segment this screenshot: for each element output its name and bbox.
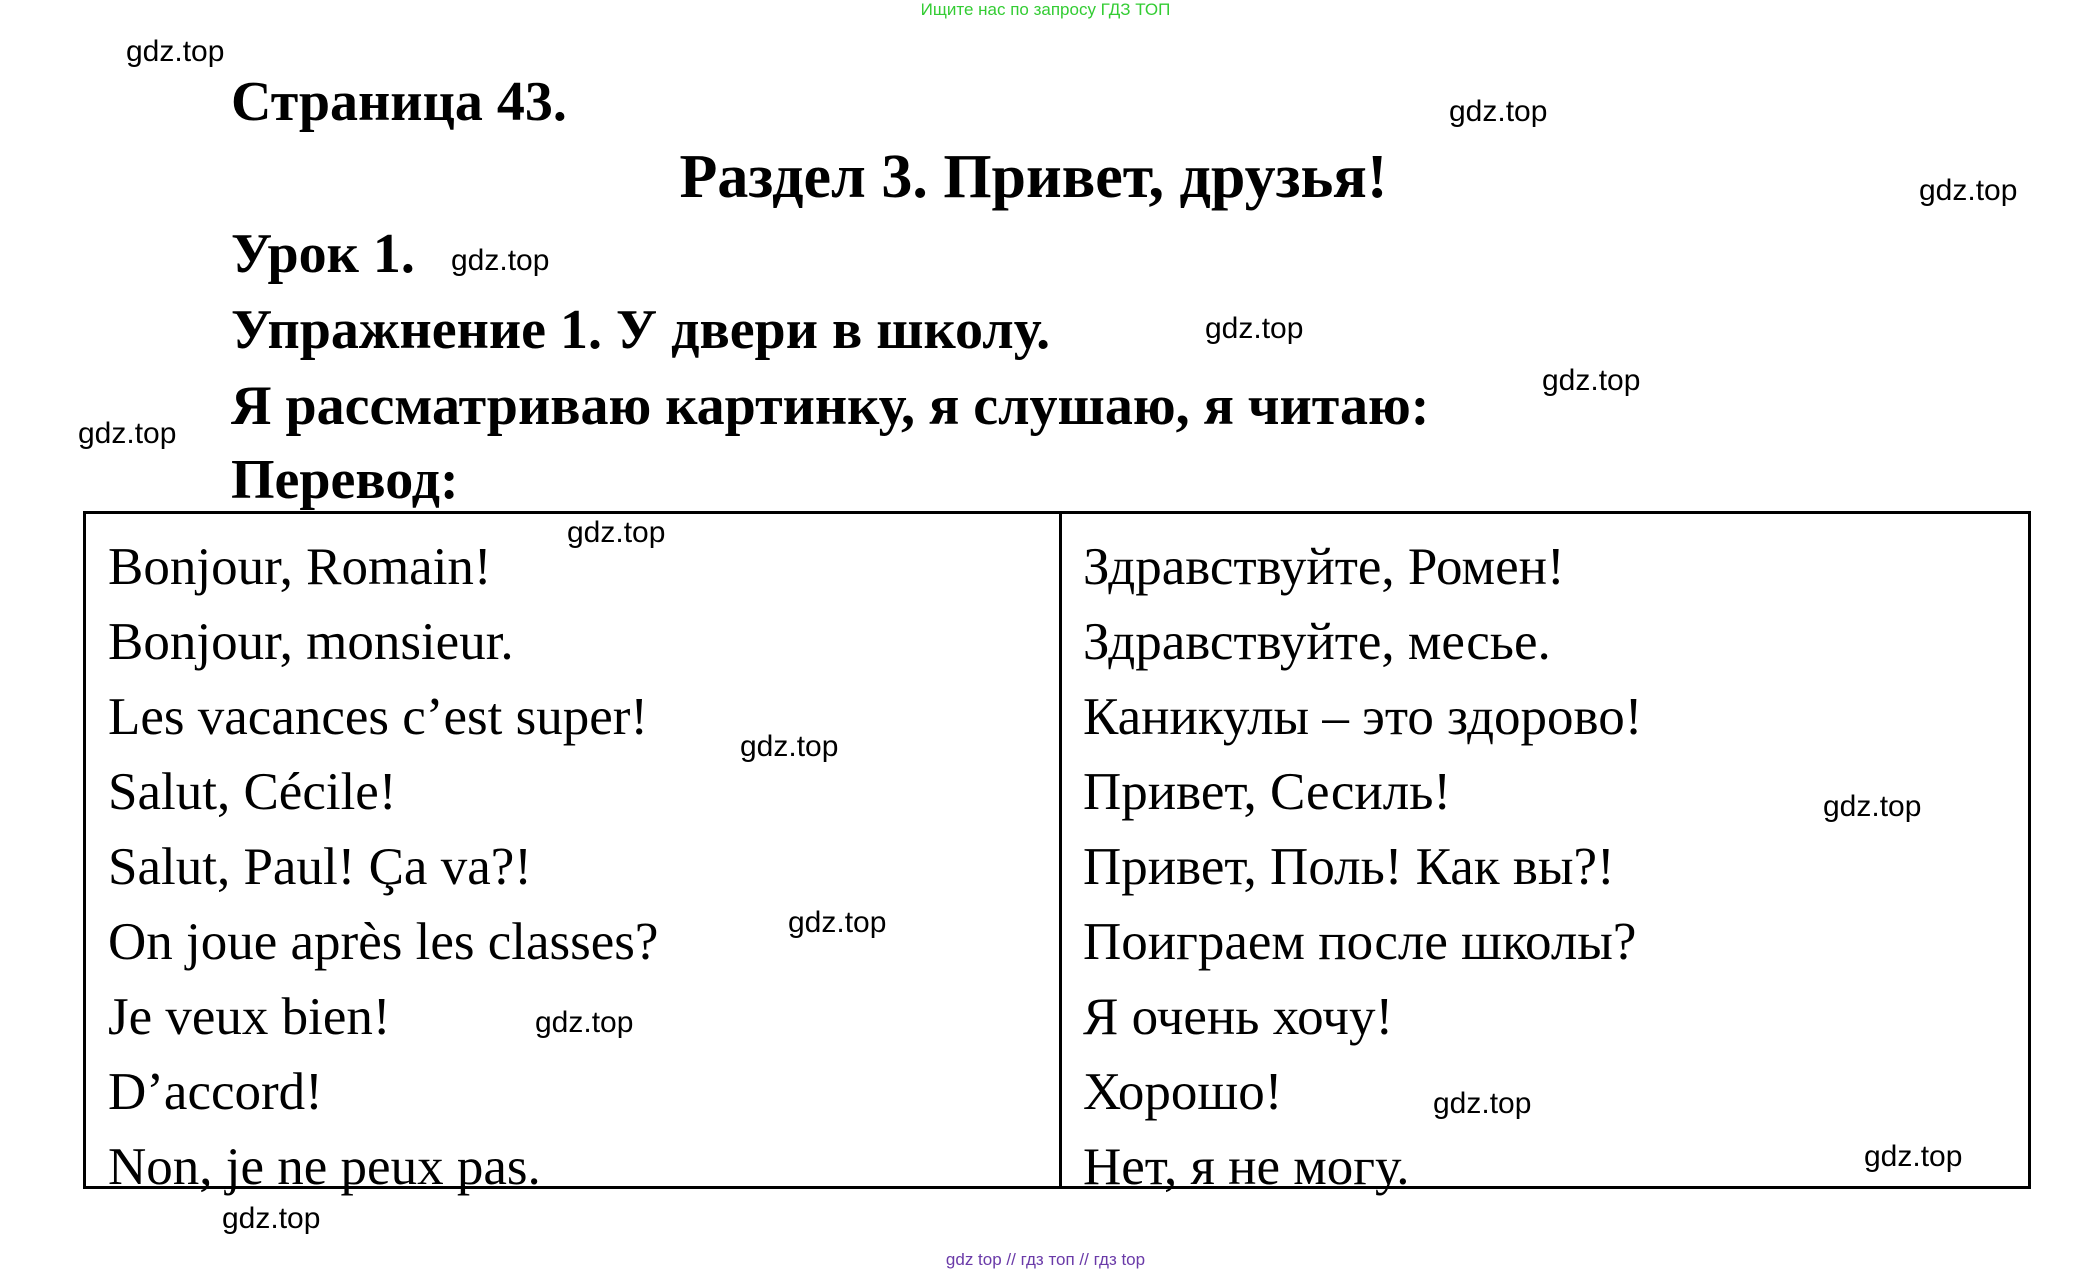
section-title: Раздел 3. Привет, друзья! — [679, 143, 1388, 211]
french-column — [108, 530, 658, 1205]
watermark: gdz.top — [126, 35, 225, 68]
russian-column — [1083, 530, 1642, 1205]
column-divider — [1059, 514, 1062, 1186]
watermark: gdz.top — [451, 244, 550, 277]
translation-heading: Перевод: — [231, 449, 459, 511]
french-line: Je veux bien! — [108, 988, 391, 1046]
french-line: Bonjour, Romain! — [108, 538, 492, 596]
watermark: gdz.top — [78, 417, 177, 450]
russian-line: Поиграем после школы? — [1083, 913, 1637, 971]
lesson-title: Урок 1. — [231, 223, 415, 285]
russian-line: Хорошо! — [1083, 1063, 1283, 1121]
french-line: D’accord! — [108, 1063, 323, 1121]
russian-line: Привет, Сесиль! — [1083, 763, 1452, 821]
watermark: gdz.top — [1449, 95, 1548, 128]
exercise-instruction: Я рассматриваю картинку, я слушаю, я читаю: — [231, 375, 1430, 437]
exercise-title: Упражнение 1. У двери в школу. — [231, 299, 1051, 361]
watermark: gdz.top — [222, 1202, 321, 1235]
page-title: Страница 43. — [231, 71, 567, 133]
translation-table — [83, 511, 2031, 1196]
french-line: Salut, Cécile! — [108, 763, 397, 821]
russian-line: Привет, Поль! Как вы?! — [1083, 838, 1615, 896]
watermark: gdz.top — [535, 1006, 634, 1039]
watermark: gdz.top — [1919, 174, 2018, 207]
russian-line: Здравствуйте, месье. — [1083, 613, 1551, 671]
top-banner: Ищите нас по запросу ГДЗ ТОП — [920, 0, 1171, 19]
french-line: Bonjour, monsieur. — [108, 613, 514, 671]
french-line: Les vacances c’est super! — [108, 688, 649, 746]
watermark: gdz.top — [1864, 1140, 1963, 1173]
french-line: On joue après les classes? — [108, 913, 659, 971]
russian-line: Я очень хочу! — [1083, 988, 1394, 1046]
watermark: gdz.top — [788, 906, 887, 939]
watermark: gdz.top — [1823, 790, 1922, 823]
footer-links: gdz top // гдз топ // гдз top — [945, 1250, 1146, 1269]
watermark: gdz.top — [1205, 312, 1304, 345]
russian-line: Каникулы – это здорово! — [1083, 688, 1643, 746]
watermark: gdz.top — [740, 730, 839, 763]
watermark: gdz.top — [1542, 364, 1641, 397]
russian-line: Здравствуйте, Ромен! — [1083, 538, 1565, 596]
french-line: Non, je ne peux pas. — [108, 1138, 541, 1196]
watermark: gdz.top — [1433, 1087, 1532, 1120]
french-line: Salut, Paul! Ça va?! — [108, 838, 532, 896]
russian-line: Нет, я не могу. — [1083, 1138, 1410, 1196]
watermark: gdz.top — [567, 516, 666, 549]
